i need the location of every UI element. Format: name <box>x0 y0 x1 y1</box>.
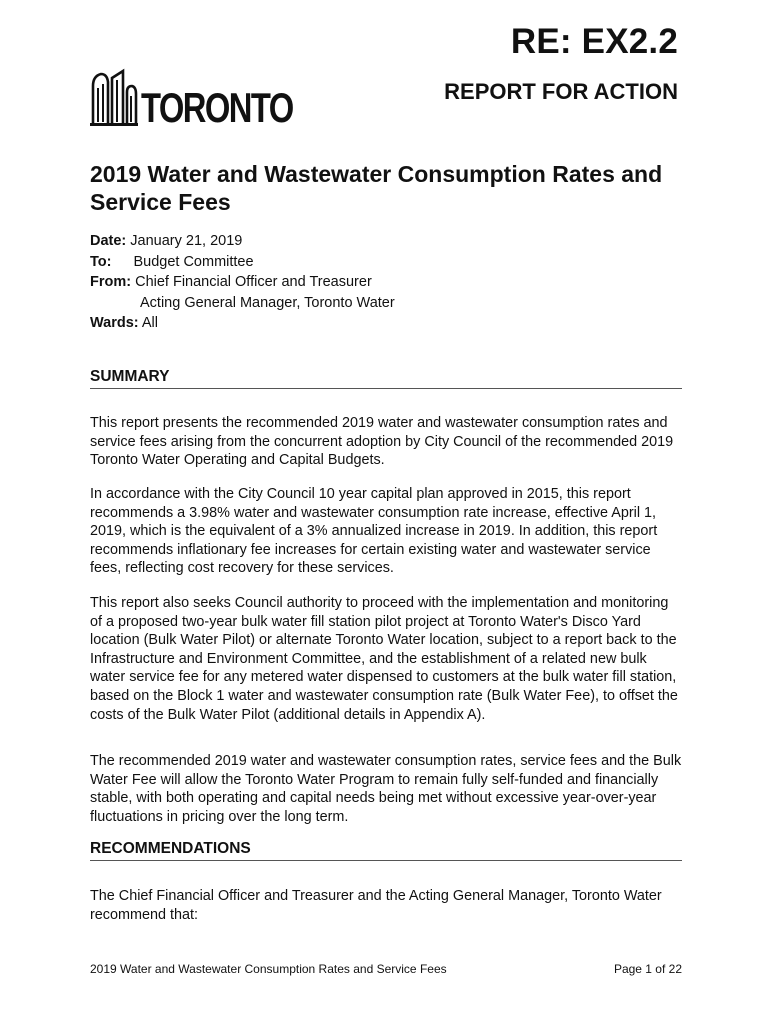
summary-heading: SUMMARY <box>90 368 682 389</box>
summary-paragraph: In accordance with the City Council 10 year capital plan approved in 2015, this report recommends a 3.98% water and wastewater consumption rate increase, effective April 1, 2019, which is the equivalent of a 3% annualized increase in 2019. In addition, this report recommends inflationary fee increases for certain existing water and wastewater service fees, reflecting cost recovery for these services. <box>90 486 658 577</box>
recommendations-intro: The Chief Financial Officer and Treasurer and the Acting General Manager, Toronto Water recommend that: <box>90 888 662 923</box>
page-number: Page 1 of 22 <box>613 962 682 976</box>
to-label: To: <box>90 253 112 270</box>
logo-text: TORONTO <box>141 84 293 131</box>
wards-value: All <box>141 315 158 331</box>
document-title: 2019 Water and Wastewater Consumption Rates and Service Fees <box>90 161 663 215</box>
re-label: RE: EX2.2 <box>510 22 678 61</box>
recommendations-heading: RECOMMENDATIONS <box>90 840 682 861</box>
date-row <box>90 231 395 252</box>
from-row <box>90 272 395 293</box>
footer-title: 2019 Water and Wastewater Consumption Rates and Service Fees <box>90 962 447 976</box>
summary-paragraph: This report also seeks Council authority to proceed with the implementation and monitoring of a proposed two-year bulk water fill station pilot project at Toronto Water's Disco Yard location (Bulk Water Pilot) or alternate Toronto Water location, subject to a report back to the Infrastructure and Environment Committee, and the establishment of a related new bulk water service fee for any metered water dispensed to customers at the bulk water fill station, based on the Block 1 water and wastewater consumption rate (Bulk Water Fee), to offset the costs of the Bulk Water Pilot (additional details in Appendix A). <box>90 595 678 723</box>
from-row-2 <box>90 293 395 314</box>
date-value: January 21, 2019 <box>130 233 243 249</box>
toronto-logo <box>90 68 335 131</box>
wards-label: Wards: <box>90 315 139 331</box>
from-value: Chief Financial Officer and Treasurer <box>135 274 372 290</box>
from-label: From: <box>90 274 132 290</box>
summary-paragraph: This report presents the recommended 2019 water and wastewater consumption rates and service fees arising from the concurrent adoption by City Council of the recommended 2019 Toronto Water Operating and Capital Budgets. <box>90 415 674 469</box>
report-metadata <box>90 231 395 334</box>
summary-paragraph: The recommended 2019 water and wastewater consumption rates, service fees and the Bulk Water Fee will allow the Toronto Water Program to remain fully self-funded and financially stable, with both operating and capital needs being met without excessive year-over-year fluctuations in pricing over the long term. <box>90 753 682 825</box>
report-type: REPORT FOR ACTION <box>444 79 678 104</box>
wards-row <box>90 313 395 334</box>
date-label: Date: <box>90 233 127 249</box>
from-value-2: Acting General Manager, Toronto Water <box>140 294 395 311</box>
city-hall-icon <box>90 68 138 126</box>
to-row <box>90 252 395 273</box>
to-value: Budget Committee <box>133 253 254 270</box>
